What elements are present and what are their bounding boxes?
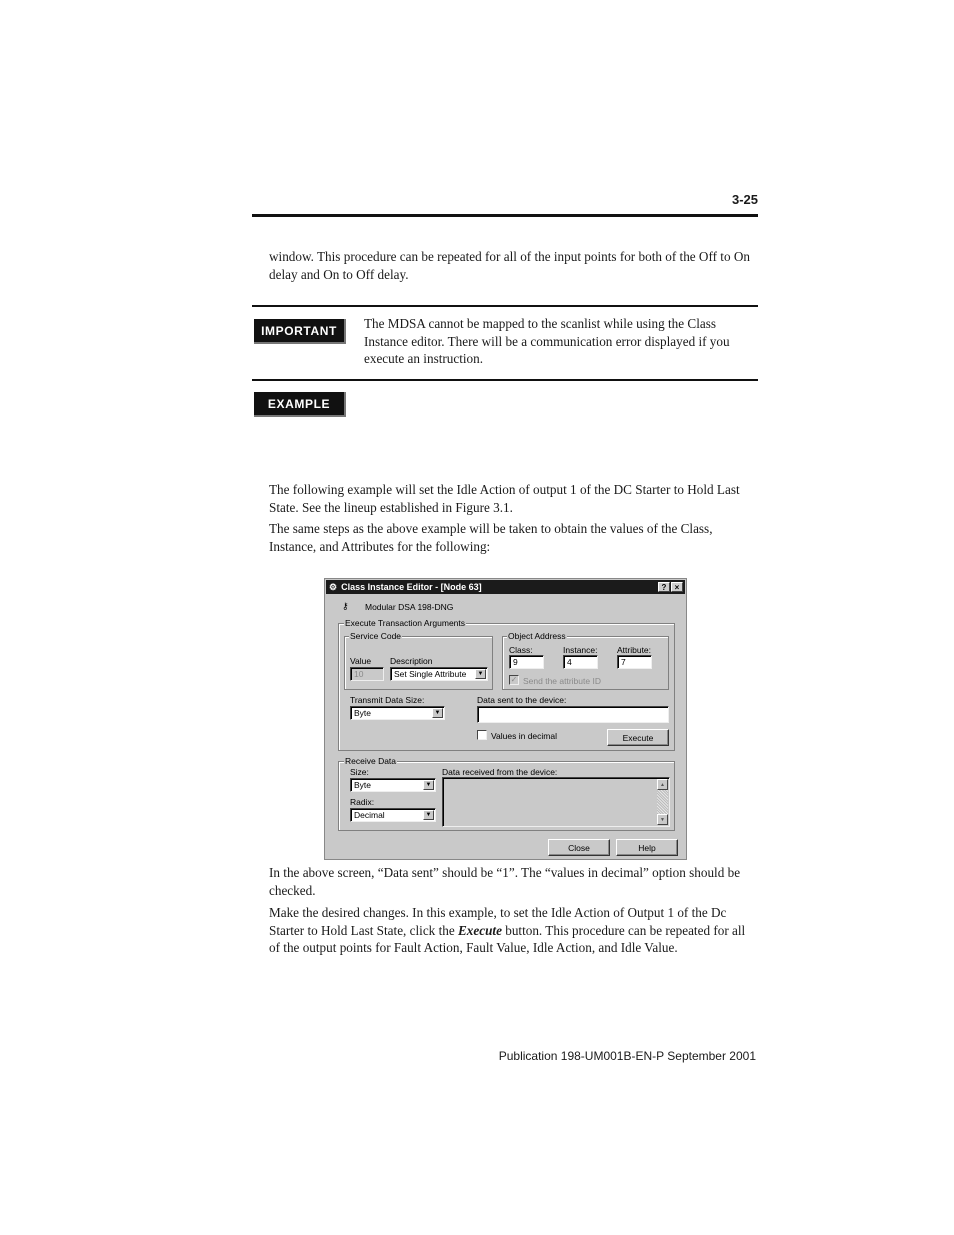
important-bottom-rule bbox=[252, 379, 758, 381]
description-label: Description bbox=[390, 656, 433, 666]
size-dropdown[interactable] bbox=[350, 778, 436, 792]
service-code-label: Service Code bbox=[350, 631, 402, 641]
radix-value: Decimal bbox=[354, 810, 385, 820]
receive-data-label: Receive Data bbox=[345, 756, 397, 766]
app-icon: ⚙ bbox=[329, 581, 338, 592]
value-label: Value bbox=[350, 656, 372, 666]
class-instance-editor-dialog bbox=[324, 578, 687, 860]
help-icon[interactable]: ? bbox=[658, 582, 670, 592]
class-input[interactable]: 9 bbox=[509, 655, 544, 669]
send-attribute-checkbox[interactable]: ✓ bbox=[510, 675, 518, 684]
scroll-up-icon[interactable]: ▲ bbox=[657, 779, 668, 790]
description-dropdown[interactable] bbox=[390, 667, 488, 681]
steps-paragraph: The same steps as the above example will be taken to obtain the values of the Class, Instance, and Attributes for the following: bbox=[269, 521, 713, 554]
size-value: Byte bbox=[354, 780, 372, 790]
device-name: Modular DSA 198-DNG bbox=[365, 602, 454, 612]
send-attribute-label: Send the attribute ID bbox=[523, 676, 601, 686]
description-value: Set Single Attribute bbox=[394, 669, 467, 679]
attribute-input[interactable]: 7 bbox=[617, 655, 652, 669]
chevron-down-icon[interactable]: ▼ bbox=[432, 708, 443, 718]
instance-label: Instance: bbox=[563, 645, 598, 655]
intro-paragraph: window. This procedure can be repeated for all of the input points for both of the Off to On delay and On to Off delay. bbox=[269, 249, 750, 282]
device-icon: ⚷ bbox=[342, 601, 349, 611]
important-text: The MDSA cannot be mapped to the scanlist while using the Class Instance editor. There will be a communication error displayed if you execute an instruction. bbox=[364, 316, 730, 366]
page-number: 3-25 bbox=[731, 192, 758, 207]
transmit-size-dropdown[interactable] bbox=[350, 706, 445, 720]
transmit-size-label: Transmit Data Size: bbox=[350, 695, 425, 705]
data-sent-label: Data sent to the device: bbox=[477, 695, 567, 705]
chevron-down-icon[interactable]: ▼ bbox=[423, 810, 434, 820]
class-label: Class: bbox=[509, 645, 533, 655]
execute-emphasis: Execute bbox=[457, 922, 502, 938]
screen-paragraph: In the above screen, “Data sent” should be “1”. The “values in decimal” option should be checked. bbox=[269, 865, 741, 898]
data-received-label: Data received from the device: bbox=[442, 767, 558, 777]
values-decimal-checkbox[interactable] bbox=[477, 730, 487, 740]
transmit-size-value: Byte bbox=[354, 708, 372, 718]
attribute-label: Attribute: bbox=[617, 645, 652, 655]
data-received-area[interactable] bbox=[442, 777, 670, 827]
dialog-titlebar bbox=[326, 580, 685, 594]
chevron-down-icon[interactable]: ▼ bbox=[423, 780, 434, 790]
size-label: Size: bbox=[350, 767, 369, 777]
important-tag: IMPORTANT bbox=[254, 319, 346, 344]
changes-text-before: Make the desired changes. In this example, to set the Idle Action of Output 1 of the Dc Starter to Hold Last State, click the bbox=[269, 905, 727, 938]
instance-input[interactable]: 4 bbox=[563, 655, 598, 669]
radix-dropdown[interactable] bbox=[350, 808, 436, 822]
header-rule bbox=[252, 214, 758, 217]
important-top-rule bbox=[252, 305, 758, 307]
example-tag: EXAMPLE bbox=[254, 392, 346, 417]
radix-label: Radix: bbox=[350, 797, 375, 807]
changes-text-after: button. This procedure can be repeated for all of the output points for Fault Action, Fault Value, Idle Action, and Idle Value. bbox=[269, 922, 746, 955]
scroll-down-icon[interactable]: ▼ bbox=[657, 814, 668, 825]
execute-transaction-label: Execute Transaction Arguments bbox=[345, 618, 466, 628]
footer-publication: Publication 198-UM001B-EN-P September 2001 bbox=[498, 1049, 756, 1063]
example-paragraph: The following example will set the Idle Action of output 1 of the DC Starter to Hold Last State. See the lineup established in Figure 3.1. bbox=[269, 482, 740, 515]
data-sent-input[interactable] bbox=[477, 706, 669, 723]
help-button[interactable]: Help bbox=[616, 839, 678, 856]
scrollbar[interactable] bbox=[657, 779, 668, 825]
close-button[interactable]: Close bbox=[548, 839, 610, 856]
chevron-down-icon[interactable]: ▼ bbox=[475, 669, 486, 679]
values-decimal-label: Values in decimal bbox=[491, 731, 557, 741]
dialog-title: Class Instance Editor - [Node 63] bbox=[341, 582, 482, 592]
close-icon[interactable]: × bbox=[671, 582, 683, 592]
changes-paragraph bbox=[269, 904, 757, 957]
object-address-label: Object Address bbox=[508, 631, 566, 641]
value-field: 10 bbox=[350, 667, 384, 681]
execute-button[interactable]: Execute bbox=[607, 729, 669, 746]
